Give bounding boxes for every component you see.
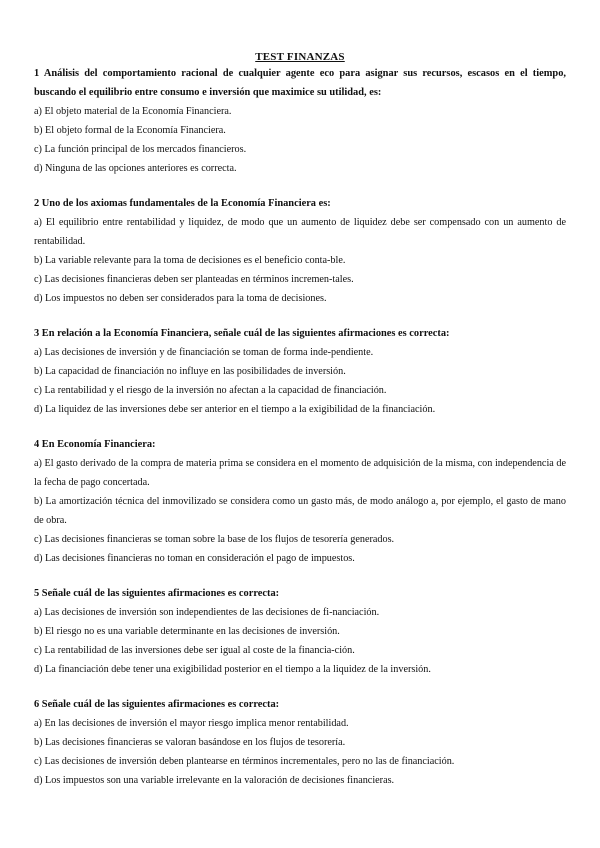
question-text: 5 Señale cuál de las siguientes afirmaciones es correcta: [34, 588, 280, 599]
option-b: b) El objeto formal de la Economía Financiera. [34, 125, 226, 136]
option-a: a) El objeto material de la Economía Financiera. [34, 106, 232, 117]
option-a: a) Las decisiones de inversión y de financiación se toman de forma inde-pendiente. [34, 347, 374, 358]
option-b: b) El riesgo no es una variable determinante en las decisiones de inversión. [34, 626, 340, 637]
option-a: a) Las decisiones de inversión son independientes de las decisiones de fi-nanciación. [34, 607, 380, 618]
question-text: 3 En relación a la Economía Financiera, señale cuál de las siguientes afirmaciones es correcta: [34, 328, 450, 339]
option-d: d) La financiación debe tener una exigibilidad posterior en el tiempo a la liquidez de la inversión. [34, 664, 431, 675]
question-text: 1 Análisis del comportamiento racional de cualquier agente eco para asignar sus recursos, escasos en el tiempo, buscando el equilibrio entre consumo e inversión que maximice su utilidad, es: [34, 68, 566, 98]
option-a: a) El gasto derivado de la compra de materia prima se considera en el momento de adquisición de la misma, con independencia de la fecha de pago concertada. [34, 458, 566, 488]
option-d: d) La liquidez de las inversiones debe ser anterior en el tiempo a la exigibilidad de la financiación. [34, 404, 436, 415]
question-text: 6 Señale cuál de las siguientes afirmaciones es correcta: [34, 699, 280, 710]
question-3 [34, 324, 566, 419]
option-b: b) La capacidad de financiación no influye en las posibilidades de inversión. [34, 366, 346, 377]
option-d: d) Los impuestos son una variable irrelevante en la valoración de decisiones financieras. [34, 775, 395, 786]
option-d: d) Las decisiones financieras no toman en consideración el pago de impuestos. [34, 553, 355, 564]
option-c: c) Las decisiones de inversión deben plantearse en términos incrementales, pero no las de financiación. [34, 756, 455, 767]
option-a: a) En las decisiones de inversión el mayor riesgo implica menor rentabilidad. [34, 718, 349, 729]
option-c: c) La rentabilidad y el riesgo de la inversión no afectan a la capacidad de financiación. [34, 385, 387, 396]
document-page [34, 50, 566, 790]
option-d: d) Ninguna de las opciones anteriores es correcta. [34, 163, 237, 174]
option-c: c) La función principal de los mercados financieros. [34, 144, 247, 155]
option-b: b) Las decisiones financieras se valoran basándose en los flujos de tesorería. [34, 737, 346, 748]
document-title: TEST FINANZAS [255, 51, 345, 63]
option-a: a) El equilibrio entre rentabilidad y liquidez, de modo que un aumento de liquidez debe ser compensado con un aumento de rentabilidad. [34, 217, 566, 247]
option-c: c) Las decisiones financieras se toman sobre la base de los flujos de tesorería generados. [34, 534, 395, 545]
option-c: c) Las decisiones financieras deben ser planteadas en términos incremen-tales. [34, 274, 354, 285]
option-b: b) La amortización técnica del inmovilizado se considera como un gasto más, de modo análogo a, por ejemplo, el gasto de mano de obra. [34, 496, 566, 526]
question-2 [34, 194, 566, 308]
question-1 [34, 64, 566, 178]
option-d: d) Los impuestos no deben ser considerados para la toma de decisiones. [34, 293, 327, 304]
question-4 [34, 435, 566, 568]
option-c: c) La rentabilidad de las inversiones debe ser igual al coste de la financia-ción. [34, 645, 355, 656]
question-text: 4 En Economía Financiera: [34, 439, 156, 450]
question-6 [34, 695, 566, 790]
question-5 [34, 584, 566, 679]
question-text: 2 Uno de los axiomas fundamentales de la Economía Financiera es: [34, 198, 331, 209]
option-b: b) La variable relevante para la toma de decisiones es el beneficio conta-ble. [34, 255, 346, 266]
